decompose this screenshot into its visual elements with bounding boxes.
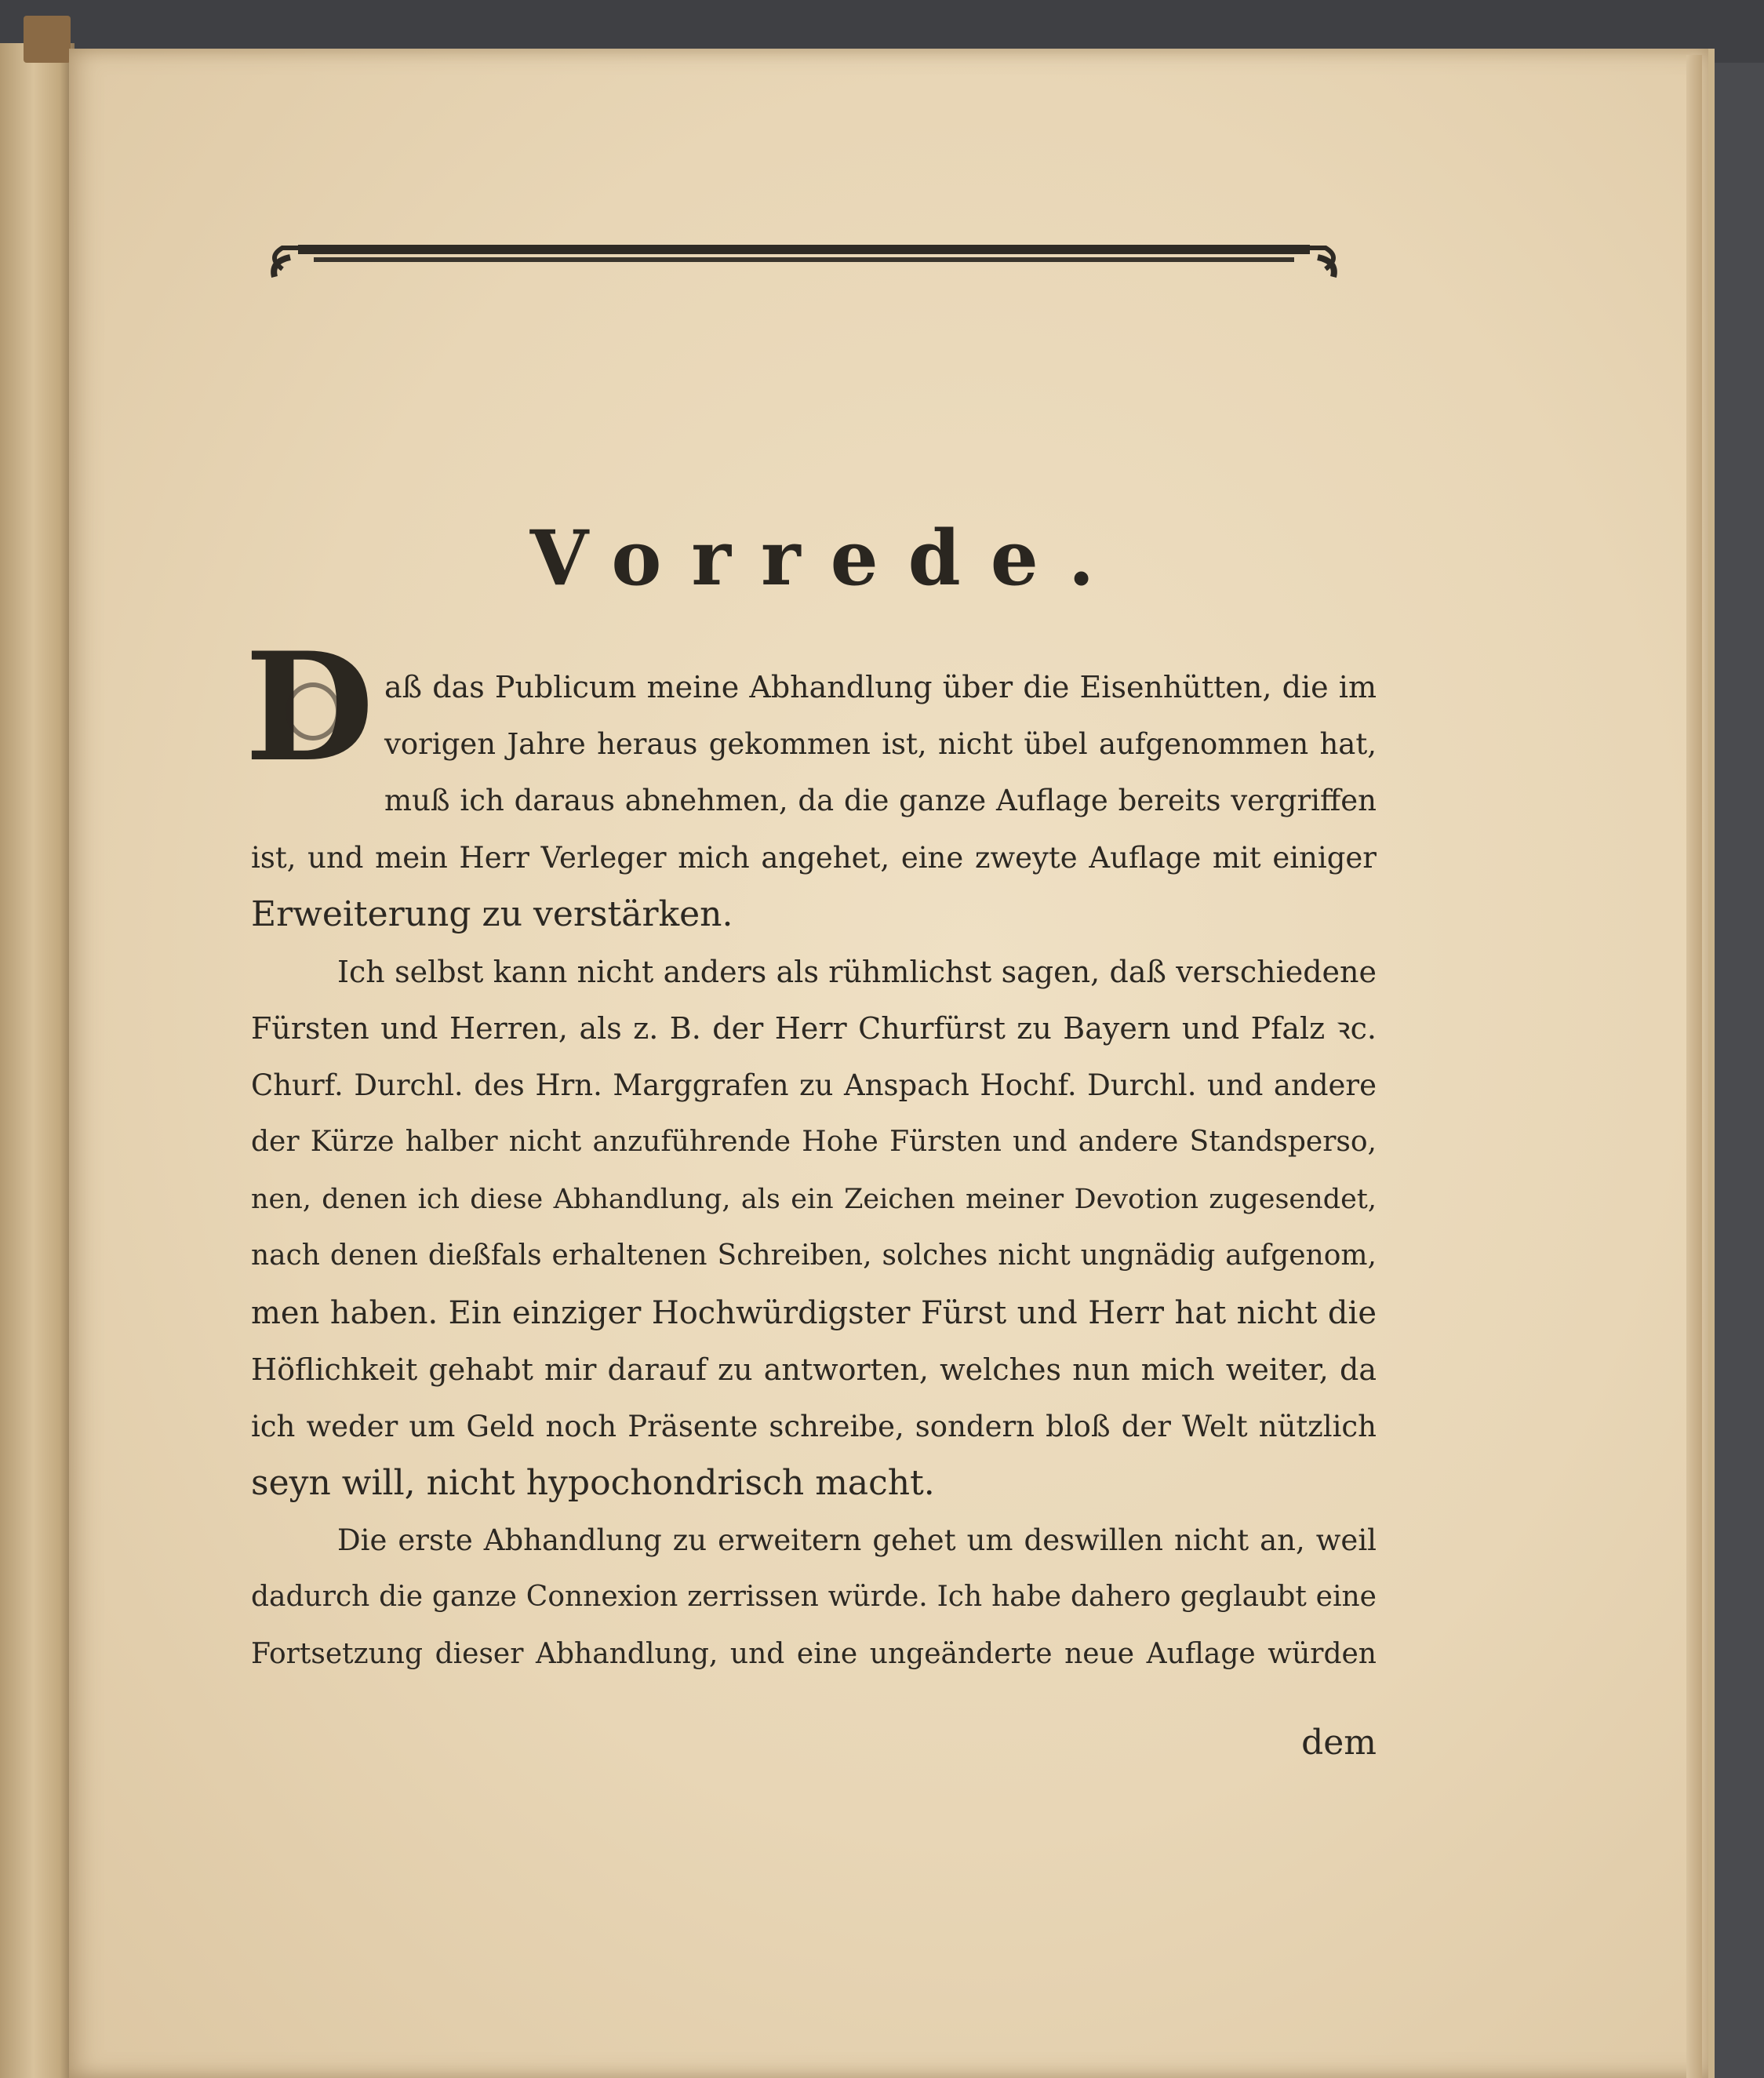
catchword: dem — [1301, 1723, 1377, 1763]
text-line: der Kürze halber nicht anzuführende Hohe Fürsten und andere Standsperso, — [251, 1126, 1377, 1158]
text-line: Fortsetzung dieser Abhandlung, und eine ungeänderte neue Auflage würden — [251, 1637, 1377, 1670]
text-line: vorigen Jahre heraus gekommen ist, nicht übel aufgenommen hat, — [384, 726, 1377, 761]
header-ornament — [267, 234, 1341, 289]
text-line: Die erste Abhandlung zu erweitern gehet um deswillen nicht an, weil — [337, 1523, 1377, 1557]
text-line: Fürsten und Herren, als z. B. der Herr Churfürst zu Bayern und Pfalz ꝛc. — [251, 1011, 1377, 1046]
drop-cap: D — [245, 620, 374, 795]
text-line: dadurch die ganze Connexion zerrissen würde. Ich habe dahero geglaubt eine — [251, 1581, 1377, 1613]
text-line: Churf. Durchl. des Hrn. Marggrafen zu Anspach Hochf. Durchl. und andere — [251, 1068, 1377, 1102]
text-line: ich weder um Geld noch Präsente schreibe, sondern bloß der Welt nützlich — [251, 1409, 1377, 1443]
binding-tab — [24, 16, 71, 63]
body-text — [251, 659, 1377, 1683]
text-line: aß das Publicum meine Abhandlung über die Eisenhütten, die im — [384, 670, 1377, 704]
text-line: seyn will, nicht hypochondrisch macht. — [251, 1463, 935, 1503]
text-line: muß ich daraus abnehmen, da die ganze Auflage bereits vergriffen — [384, 784, 1377, 817]
facing-page-edge — [0, 43, 75, 2078]
text-line: Ich selbst kann nicht anders als rühmlichst sagen, daß verschiedene — [337, 954, 1377, 989]
page-title: Vorrede. — [529, 514, 1125, 602]
text-line: men haben. Ein einziger Hochwürdigster Fürst und Herr hat nicht die — [251, 1294, 1377, 1331]
text-line: ist, und mein Herr Verleger mich angehet, eine zweyte Auflage mit einiger — [251, 840, 1377, 875]
page-edge — [1686, 55, 1702, 2078]
text-line: Höflichkeit gehabt mir darauf zu antworten, welches nun mich weiter, da — [251, 1352, 1377, 1387]
text-line: Erweiterung zu verstärken. — [251, 894, 733, 934]
text-line: nach denen dießfals erhaltenen Schreiben, solches nicht ungnädig aufgenom, — [251, 1239, 1377, 1272]
text-line: nen, denen ich diese Abhandlung, als ein Zeichen meiner Devotion zugesendet, — [251, 1183, 1377, 1215]
